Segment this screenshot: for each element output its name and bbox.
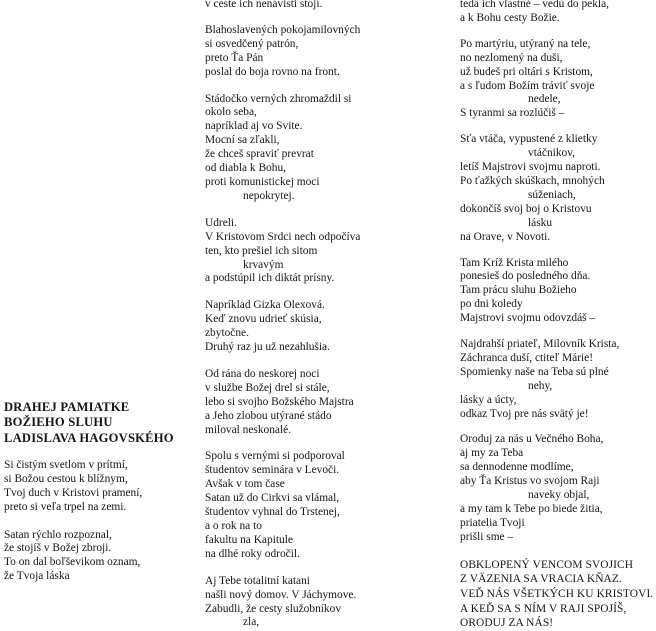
verse-line: Napríklad Gizka Olexová. [205,299,325,312]
verse-line: zbytočne. [205,327,249,340]
stanza [460,257,656,327]
verse-line: Satan už do Cirkvi sa vlámal, [205,492,340,505]
verse-line: Tam Kríž Krista milého [460,256,569,269]
verse-line: Tam prácu sluhu Božieho [460,284,577,297]
stanza [460,433,656,544]
stanza [205,24,445,80]
verse-line: Záchranca duší, ctiteľ Márie! [460,351,594,364]
stanza [4,529,194,585]
verse-line: v službe Božej drel si stále, [205,381,330,394]
verse-line: nehy, [528,379,553,392]
verse-line: Blahoslavených pokojamilovných [205,23,361,36]
verse-line: miloval neskonalé. [205,423,292,436]
column-left [4,400,194,584]
stanza [460,133,656,244]
stanza [205,217,445,287]
verse-line: zla, [243,616,260,629]
verse-line: Stádočko verných zhromaždil si [205,92,352,105]
stanza [205,575,445,631]
verse-line: preto Ťa Pán [205,51,264,64]
verse-line: proti komunistickej moci [205,175,320,188]
verse-line: priatelia Tvoji [460,516,525,529]
verse-line: Udreli. [205,216,237,229]
title-line: LADISLAVA HAGOVSKÉHO [4,430,174,445]
verse-line: a s ľudom Božím tráviť svoje [460,79,595,92]
verse-line: Avšak v tom čase [205,478,285,491]
closing-line: VEĎ NÁS VŠETKÝCH KU KRISTOVI. [460,587,654,600]
verse-line: To on dal boľševikom oznam, [4,556,141,569]
verse-line: S tyranmi sa rozlúčiš – [460,107,565,120]
verse-line: Spolu s vernými si podporoval [205,450,345,463]
stanza [205,93,445,204]
verse-line: a my tam k Tebe po biede žitia, [460,503,603,515]
verse-line: krvavým [243,258,284,271]
verse-line: teda ich vlastné – vedú do pekla, [460,0,609,10]
verse-line: sa dennodenne modlíme, [460,461,574,474]
stanza [205,299,445,355]
verse-line: Keď znovu udrieť skúsia, [205,313,322,326]
verse-line: preto si veľa trpel na zemi. [4,500,127,513]
verse-line: Od rána do neskorej noci [205,367,320,380]
verse-line: nedele, [528,93,561,106]
verse-line: Sťa vtáča, vypustené z klietky [460,133,598,146]
verse-line: Spomienky naše na Teba sú plné [460,365,609,378]
column-right [460,0,656,631]
verse-line: odkaz Tvoj pre nás svätý je! [460,407,589,420]
verse-line: vtáčnikov, [528,147,576,160]
verse-line: študentov vyhnal do Trstenej, [205,506,340,519]
column-middle [205,0,445,630]
verse-line: na Orave, v Novoti. [460,230,551,243]
verse-line: V Kristovom Srdci nech odpočíva [205,230,361,243]
verse-line: lásky a úcty, [460,393,517,406]
stanza [205,0,445,12]
verse-line: letíš Majstrovi svojmu naproti. [460,161,601,174]
verse-line: ten, kto prešiel ich sitom [205,244,318,257]
verse-line: si Božou cestou k blížnym, [4,472,128,485]
verse-line: že stojíš v Božej zbroji. [4,542,112,555]
closing-line: A KEĎ SA S NÍM V RAJI SPOJÍŠ, [460,602,627,615]
verse-line: naveky objal, [528,489,590,502]
verse-line: v ceste ich nenávisti stojí. [205,0,323,10]
poem-title [4,400,194,446]
verse-line: Tvoj duch v Kristovi pramení, [4,486,143,499]
verse-line: súženiach, [528,188,576,201]
verse-line: Mocní sa zľakli, [205,134,280,147]
verse-line: Druhý raz ju už nezahlušia. [205,341,330,354]
verse-line: našli nový domov. V Jáchymove. [205,588,357,601]
stanza [460,338,656,421]
verse-line: študentov seminára v Levoči. [205,464,340,477]
closing-verse [460,558,656,631]
verse-line: napríklad aj vo Svite. [205,120,303,133]
verse-line: nepokrytej. [243,189,295,202]
verse-line: Majstrovi svojmu odovzdáš – [460,312,596,325]
verse-line: si osvedčený patrón, [205,37,299,50]
verse-line: a podstúpil ich diktát prísny. [205,272,335,285]
verse-line: a k Bohu cesty Božie. [460,11,560,24]
title-line: DRAHEJ PAMIATKE [4,400,130,414]
verse-line: Po ťažkých skúškach, mnohých [460,174,605,187]
verse-line: už budeš pri oltári s Kristom, [460,65,593,78]
closing-line: OBKLOPENÝ VENCOM SVOJICH [460,558,634,571]
verse-line: aby Ťa Kristus vo svojom Raji [460,475,600,488]
stanza [205,368,445,438]
verse-line: po dni koledy [460,298,523,311]
verse-line: poslal do boja rovno na front. [205,65,340,78]
verse-line: od diabla k Bohu, [205,162,286,175]
stanza [460,0,656,26]
verse-line: okolo seba, [205,106,257,119]
verse-line: lebo si svojho Božského Majstra [205,395,354,408]
verse-line: aj my za Teba [460,447,524,460]
stanza [205,450,445,561]
verse-line: Satan rýchlo rozpoznal, [4,528,112,541]
verse-line: Aj Tebe totalitní katani [205,574,310,587]
verse-line: fakultu na Kapitule [205,533,293,546]
stanza [460,38,656,121]
verse-line: že chceš spraviť prevrat [205,148,314,161]
closing-line: Z VÄZENIA SA VRACIA KŇAZ. [460,573,622,586]
verse-line: že Tvoja láska [4,570,70,583]
closing-line: ORODUJ ZA NÁS! [460,617,554,630]
verse-line: Oroduj za nás u Večného Boha, [460,433,604,446]
stanza [4,459,194,515]
verse-line: dokončíš svoj boj o Kristovu [460,202,592,215]
verse-line: a o rok na to [205,520,262,532]
verse-line: na dlhé roky odročil. [205,547,300,560]
verse-line: no nezlomený na duši, [460,51,563,64]
verse-line: Zabudli, že cesty služobníkov [205,602,342,615]
verse-line: a Jeho zlobou utýrané stádo [205,409,332,422]
verse-line: ponesieš do posledného dňa. [460,270,591,283]
title-line: BOŽIEHO SLUHU [4,415,113,430]
verse-line: Si čistým svetlom v prítmí, [4,458,128,471]
verse-line: lásku [528,216,553,229]
verse-line: prišli sme – [460,530,514,543]
verse-line: Najdrahší priateľ, Milovník Krista, [460,338,620,351]
verse-line: Po martýriu, utýraný na tele, [460,37,591,50]
